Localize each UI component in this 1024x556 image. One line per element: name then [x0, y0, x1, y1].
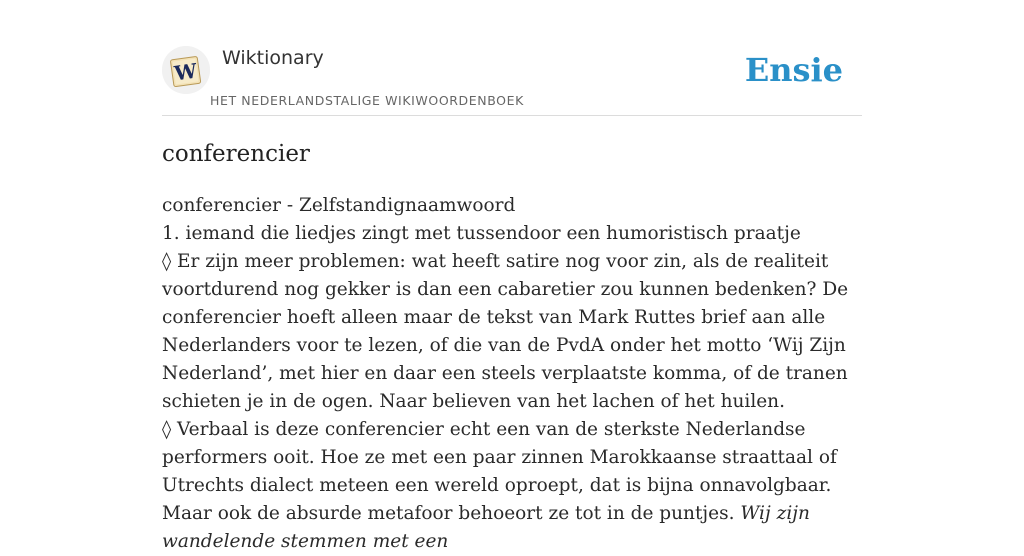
example-sentence-2-text: ◊ Verbaal is deze conferencier echt een van de sterkste Nederlandse performers ooit. Hoe ze met een paar zinnen Marokkaanse straattaal of Utrechts dialect meteen een wereld oproept, dat is bijna onnavolgbaar. Maar ook de absurde metafoor behoeort ze tot in de puntjes. — [162, 419, 837, 524]
page-title: conferencier — [162, 141, 310, 167]
wiktionary-logo-icon[interactable] — [162, 46, 210, 94]
entry-content — [162, 192, 864, 556]
example-sentence-2 — [162, 416, 864, 556]
example-sentence: ◊ Er zijn meer problemen: wat heeft satire nog voor zin, als de realiteit voortdurend nog gekker is dan een cabaretier zou kunnen bedenken? De conferencier hoeft alleen maar de tekst van Mark Ruttes brief aan alle Nederlanders voor te lezen, of die van de PvdA onder het motto ‘Wij Zijn Nederland’, met hier en daar een steels verplaatste komma, of de tranen schieten je in de ogen. Naar believen van het lachen of het huilen. — [162, 251, 849, 412]
site-name[interactable]: Wiktionary — [222, 47, 324, 69]
svg-text:W: W — [172, 58, 199, 86]
ensie-brand-link[interactable]: Ensie — [744, 51, 843, 89]
entry-headline: conferencier - Zelfstandignaamwoord — [162, 195, 516, 216]
example-sentence-2-italic: Wij zijn wandelende stemmen met een — [162, 503, 810, 552]
entry-definition: 1. iemand die liedjes zingt met tussendoor een humoristisch praatje — [162, 223, 801, 244]
site-subtitle: HET NEDERLANDSTALIGE WIKIWOORDENBOEK — [210, 93, 524, 108]
site-header — [162, 40, 862, 116]
